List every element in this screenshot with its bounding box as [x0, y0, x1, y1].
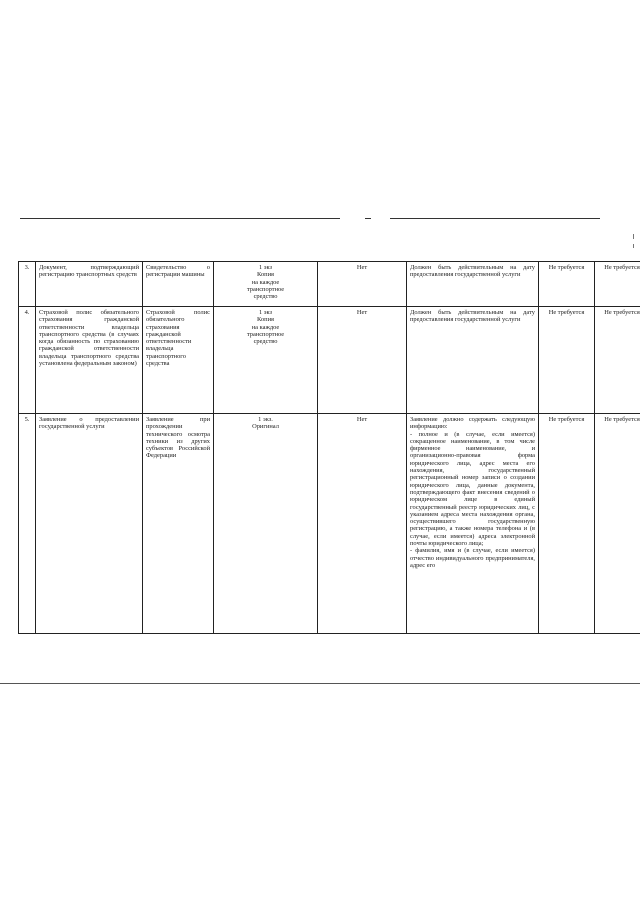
table-row: [19, 262, 640, 307]
document-condition: Нет: [318, 414, 407, 634]
document-condition: Нет: [318, 262, 407, 307]
document-quantity: 1 экз Копия на каждое транспортное средство: [214, 307, 318, 414]
document-name: Документ, подтверждающий регистрацию транспортных средств: [36, 262, 143, 307]
scan-speck: [633, 234, 634, 239]
scan-speck: [633, 244, 634, 248]
document-quantity: 1 экз. Оригинал: [214, 414, 318, 634]
form-sample: Не требуется: [539, 414, 595, 634]
documents-table: [18, 261, 640, 634]
document-kind: Страховой полис обязательного страхования гражданской ответственности владельца транспортного средства: [143, 307, 214, 414]
document-requirements: Должен быть действительным на дату предоставления государственной услуги: [407, 307, 539, 414]
table-row: [19, 414, 640, 634]
document-kind: Свидетельство о регистрации машины: [143, 262, 214, 307]
form-example: Не требуется: [595, 307, 640, 414]
scan-rule: [0, 683, 640, 684]
row-number: 3.: [19, 262, 36, 307]
row-number: 4.: [19, 307, 36, 414]
document-requirements: Должен быть действительным на дату предоставления государственной услуги: [407, 262, 539, 307]
document-kind: Заявление при прохождении технического осмотра техники из других субъектов Российской Федерации: [143, 414, 214, 634]
table-row: [19, 307, 640, 414]
scan-rule: [20, 218, 340, 219]
form-example: Не требуется: [595, 414, 640, 634]
document-name: Страховой полис обязательного страхования гражданской ответственности владельца транспортного средства (в случаях когда обязанность по страхованию гражданской ответственности владельца транспортного средства установлена федеральным законом): [36, 307, 143, 414]
document-requirements: Заявление должно содержать следующую информацию: - полное и (в случае, если имеется) сокращенное наименование, в том числе фирменное наименование, и организационно-правовая форма юридического лица, адрес места его нахождения, государственный регистрационный номер записи о создании юридического лица, данные документа, подтверждающего факт внесения сведений о юридическом лице в единый государственный реестр юридических лиц, с указанием адреса места нахождения органа, осуществившего государственную регистрацию, а также номера телефона и (в случае, если имеется) адреса электронной почты юридического лица; - фамилия, имя и (в случае, если имеется) отчество индивидуального предпринимателя, адрес его: [407, 414, 539, 634]
form-example: Не требуется: [595, 262, 640, 307]
scan-rule: [365, 218, 371, 219]
form-sample: Не требуется: [539, 262, 595, 307]
row-number: 5.: [19, 414, 36, 634]
document-name: Заявление о предоставлении государственной услуги: [36, 414, 143, 634]
document-condition: Нет: [318, 307, 407, 414]
scan-rule: [390, 218, 600, 219]
form-sample: Не требуется: [539, 307, 595, 414]
document-quantity: 1 экз Копия на каждое транспортное средство: [214, 262, 318, 307]
